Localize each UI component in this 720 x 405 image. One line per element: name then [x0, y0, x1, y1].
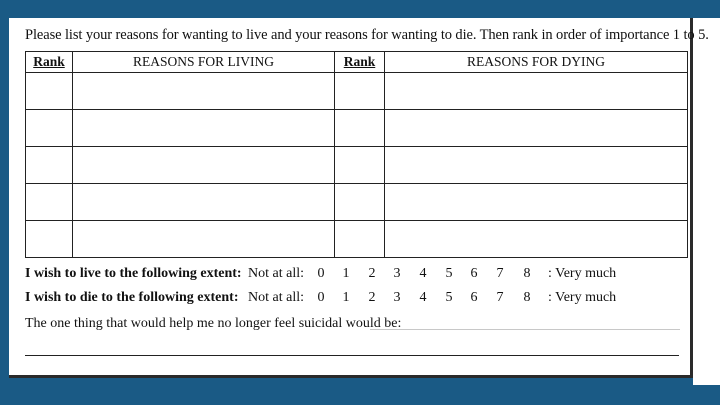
live-very-much-label: : Very much [548, 266, 617, 281]
die-scale-option[interactable]: 3 [393, 290, 401, 305]
table-row [26, 147, 688, 184]
die-scale-option[interactable]: 5 [445, 290, 453, 305]
table-row [26, 73, 688, 110]
die-extent-label: I wish to die to the following extent: [25, 290, 239, 305]
die-scale-option[interactable]: 1 [342, 290, 350, 305]
closing-answer-line[interactable] [370, 329, 680, 330]
rank-dying-cell[interactable] [335, 221, 385, 258]
table-row [26, 221, 688, 258]
die-scale-option[interactable]: 4 [419, 290, 427, 305]
dying-reason-cell[interactable] [385, 184, 688, 221]
rank-dying-cell[interactable] [335, 147, 385, 184]
top-frame-bar [0, 0, 720, 18]
rank-dying-cell[interactable] [335, 184, 385, 221]
reasons-for-dying-header: REASONS FOR DYING [385, 52, 688, 73]
instruction-text: Please list your reasons for wanting to live and your reasons for wanting to die. Then rank in order of importance 1 to 5. [25, 27, 709, 43]
closing-answer-line-2[interactable] [25, 355, 679, 356]
rank-living-cell[interactable] [26, 147, 73, 184]
living-reason-cell[interactable] [73, 110, 335, 147]
live-scale-option[interactable]: 0 [317, 266, 325, 281]
live-extent-label: I wish to live to the following extent: [25, 266, 242, 281]
live-scale-option[interactable]: 5 [445, 266, 453, 281]
bottom-frame-bar [0, 385, 720, 405]
die-scale-option[interactable]: 0 [317, 290, 325, 305]
dying-reason-cell[interactable] [385, 221, 688, 258]
table-row [26, 184, 688, 221]
rank-dying-header: Rank [335, 52, 385, 73]
live-scale-option[interactable]: 1 [342, 266, 350, 281]
live-scale-option[interactable]: 4 [419, 266, 427, 281]
dying-reason-cell[interactable] [385, 110, 688, 147]
live-scale-option[interactable]: 3 [393, 266, 401, 281]
rank-dying-cell[interactable] [335, 110, 385, 147]
live-scale-option[interactable]: 8 [523, 266, 531, 281]
die-very-much-label: : Very much [548, 290, 617, 305]
die-not-at-all-label: Not at all: [248, 290, 304, 305]
die-scale-option[interactable]: 7 [496, 290, 504, 305]
living-reason-cell[interactable] [73, 221, 335, 258]
live-scale-option[interactable]: 6 [470, 266, 478, 281]
rank-living-cell[interactable] [26, 73, 73, 110]
living-reason-cell[interactable] [73, 147, 335, 184]
rank-living-cell[interactable] [26, 221, 73, 258]
reasons-table-header [26, 52, 688, 73]
reasons-table [25, 51, 688, 258]
die-scale-option[interactable]: 8 [523, 290, 531, 305]
side-margin [693, 18, 720, 385]
closing-prompt: The one thing that would help me no longer feel suicidal would be: [25, 316, 402, 331]
rank-living-cell[interactable] [26, 110, 73, 147]
rank-living-cell[interactable] [26, 184, 73, 221]
rank-dying-cell[interactable] [335, 73, 385, 110]
die-scale-option[interactable]: 2 [368, 290, 376, 305]
reasons-for-living-header: REASONS FOR LIVING [73, 52, 335, 73]
table-row [26, 110, 688, 147]
dying-reason-cell[interactable] [385, 73, 688, 110]
live-not-at-all-label: Not at all: [248, 266, 304, 281]
rank-living-header: Rank [26, 52, 73, 73]
living-reason-cell[interactable] [73, 73, 335, 110]
die-scale-option[interactable]: 6 [470, 290, 478, 305]
living-reason-cell[interactable] [73, 184, 335, 221]
live-scale-option[interactable]: 2 [368, 266, 376, 281]
live-scale-option[interactable]: 7 [496, 266, 504, 281]
dying-reason-cell[interactable] [385, 147, 688, 184]
